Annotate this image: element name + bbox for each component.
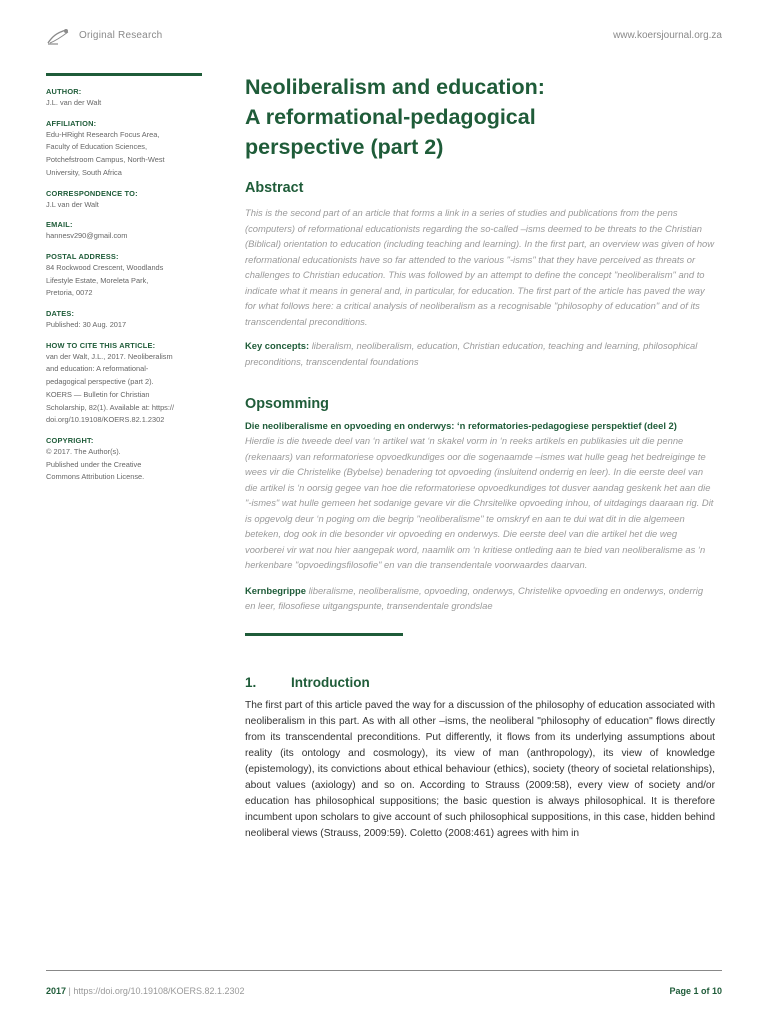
main-column bbox=[245, 72, 715, 842]
sidebar-field-label: AUTHOR: bbox=[46, 87, 82, 96]
section-number: 1. bbox=[245, 674, 257, 690]
footer-separator: | bbox=[68, 986, 71, 996]
section-title: Introduction bbox=[291, 674, 370, 690]
sidebar-field-label: AFFILIATION: bbox=[46, 118, 97, 128]
sidebar-field-value: hannesv290@gmail.com bbox=[46, 231, 128, 241]
article-sidebar bbox=[46, 73, 204, 484]
kernbegrippe-text: liberalisme, neoliberalisme, opvoeding, onderwys, Christelike opvoeding en onderwys, onderrig en leer, filosofiese uitgangspunte, transendentale grondslae bbox=[245, 584, 704, 611]
key-concepts bbox=[245, 338, 715, 369]
footer-divider bbox=[46, 970, 722, 971]
kernbegrippe bbox=[245, 583, 715, 614]
sidebar-field-value: Published: 30 Aug. 2017 bbox=[46, 320, 127, 330]
kernbegrippe-label: Kernbegrippe bbox=[245, 584, 306, 596]
sidebar-field-value: Potchefstroom Campus, North-West bbox=[46, 155, 165, 165]
introduction-text: The first part of this article paved the way for a discussion of the philosophy of education associated with neoliberalism in this part. As with all other –isms, the neoliberal "philosophy of education" flows directly from its transcendental preconditions. Put differently, it flows from its underlying assumptions about reality (its ontology and cosmology), its view of man (anthropology), its view of knowledge (epistemology), its convictions about ethical behaviour (ethics), society (theory of societal relationships), about values (axiology) and so on. According to Strauss (2009:58), every view of society and/or education has philosophical suppositions; the basic question is always philosophical. It is therefore incumbent upon scholars to give account of such philosophical suppositions, in this case, hidden behind neoliberal views (Strauss, 2009:59). Coletto (2008:461) agrees with him in bbox=[245, 699, 716, 839]
sidebar-field-label: EMAIL: bbox=[46, 220, 73, 230]
opsomming-heading: Opsomming bbox=[245, 396, 329, 412]
sidebar-field-value: pedagogical perspective (part 2). bbox=[46, 377, 154, 387]
sidebar-field-value: J.L. van der Walt bbox=[46, 98, 102, 107]
opsomming-subtitle: Die neoliberalisme en opvoeding en onderwys: ‘n reformatories-pedagogiese perspektief (deel 2) bbox=[245, 420, 677, 431]
section-divider bbox=[245, 633, 403, 636]
sidebar-field-label: CORRESPONDENCE TO: bbox=[46, 188, 138, 198]
sidebar-field-value: J.L van der Walt bbox=[46, 199, 99, 209]
sidebar-field-value: KOERS — Bulletin for Christian bbox=[46, 389, 150, 399]
page-footer bbox=[46, 985, 722, 997]
sidebar-fields bbox=[46, 86, 204, 484]
sidebar-field-value: Published under the Creative bbox=[46, 459, 142, 469]
title-line: A reformational-pedagogical bbox=[245, 105, 536, 129]
footer-year: 2017 bbox=[46, 986, 67, 996]
sidebar-field-label: COPYRIGHT: bbox=[46, 435, 94, 445]
sidebar-field-value: © 2017. The Author(s). bbox=[46, 446, 121, 456]
title-line: perspective (part 2) bbox=[245, 135, 444, 159]
sidebar-field-value: Commons Attribution License. bbox=[46, 472, 145, 482]
sidebar-field-value: van der Walt, J.L., 2017. Neoliberalism bbox=[46, 351, 173, 361]
key-concepts-label: Key concepts: bbox=[245, 340, 310, 351]
journal-url[interactable]: www.koersjournal.org.za bbox=[613, 30, 722, 41]
footer-doi-link[interactable]: https://doi.org/10.19108/KOERS.82.1.2302 bbox=[73, 986, 245, 996]
sidebar-field-value: Pretoria, 0072 bbox=[46, 288, 93, 298]
sidebar-field-value: Lifestyle Estate, Moreleta Park, bbox=[46, 275, 149, 285]
page-header bbox=[46, 27, 722, 47]
sidebar-field-value: Faculty of Education Sciences, bbox=[46, 142, 148, 152]
sidebar-field-value: and education: A reformational- bbox=[46, 364, 149, 374]
sidebar-divider bbox=[46, 73, 202, 76]
sidebar-field-label: HOW TO CITE THIS ARTICLE: bbox=[46, 340, 156, 350]
sidebar-field-value: doi.org/10.19108/KOERS.82.1.2302 bbox=[46, 415, 165, 425]
article-title bbox=[245, 72, 715, 162]
sidebar-field-value: 84 Rockwood Crescent, Woodlands bbox=[46, 262, 164, 272]
sidebar-field-label: DATES: bbox=[46, 309, 75, 319]
key-concepts-text: liberalism, neoliberalism, education, Christian education, teaching and learning, philosophical preconditions, transcendental foundations bbox=[245, 340, 698, 367]
abstract-text: This is the second part of an article that forms a link in a series of studies and publications from the pens (computers) of reformational educationists regarding the so-called –isms deemed to be threats to the Christian (Biblical) orientation to education (including teaching and learning). In the first part, an overview was given of how reformational educationists have so far attended to the various "-isms" that they have perceived as threats or challenges to Christian education. This was followed by an attempt to define the concept "neoliberalism" and to indicate what it means in general and, in particular, for education. The first part of the article has paved the way for what follows here: a critical analysis of neoliberalism as a recognisable "philosophy of education" and of its transcendental preconditions. bbox=[245, 207, 715, 327]
sidebar-field-value: Scholarship, 82(1). Available at: https:// bbox=[46, 402, 175, 412]
journal-logo-icon bbox=[46, 27, 70, 47]
sidebar-field-value: Edu-HRight Research Focus Area, bbox=[46, 129, 160, 139]
opsomming-text: Hierdie is die tweede deel van ‘n artikel wat ‘n skakel vorm in ‘n reeks artikels en publikasies uit die penne (rekenaars) van reformatoriese opvoedkundiges oor die sogenaamde –ismes wat hulle geag het bedreiginge te wees vir die Christelike (Bybelse) benadering tot opvoeding (insluitend onderrig en leer). In die eerste deel van die artikel is ‘n oorsig gegee van hoe die reformatoriese opvoedkundiges tot dusver aandag geskenk het aan die "-ismes" wat hulle gemeen het sodanige gevare vir die Chrsitelike opvoeding inhou, of uitdagings daaraan rig. Dit is opgevolg deur ‘n poging om die begrip "neoliberalisme" te omskryf en aan te dui wat dit in die algemeen beteken, dog ook in die besonder vir opvoeding en onderwys. Die eerste deel van die artikel het die weg voorberei vir wat nou hier aangepak word, naamlik om ‘n kritiese ontleding aan te bied van neoliberalisme as ‘n herkenbare "opvoedingsfilosofie" en van die transendentale voorwaardes daarvan. bbox=[245, 435, 714, 570]
abstract-heading: Abstract bbox=[245, 180, 304, 196]
introduction-heading bbox=[245, 674, 715, 692]
sidebar-field-label: POSTAL ADDRESS: bbox=[46, 251, 119, 261]
journal-type: Original Research bbox=[79, 30, 163, 41]
sidebar-field-value: University, South Africa bbox=[46, 167, 122, 177]
page-number: Page 1 of 10 bbox=[669, 986, 722, 996]
title-line: Neoliberalism and education: bbox=[245, 75, 545, 99]
